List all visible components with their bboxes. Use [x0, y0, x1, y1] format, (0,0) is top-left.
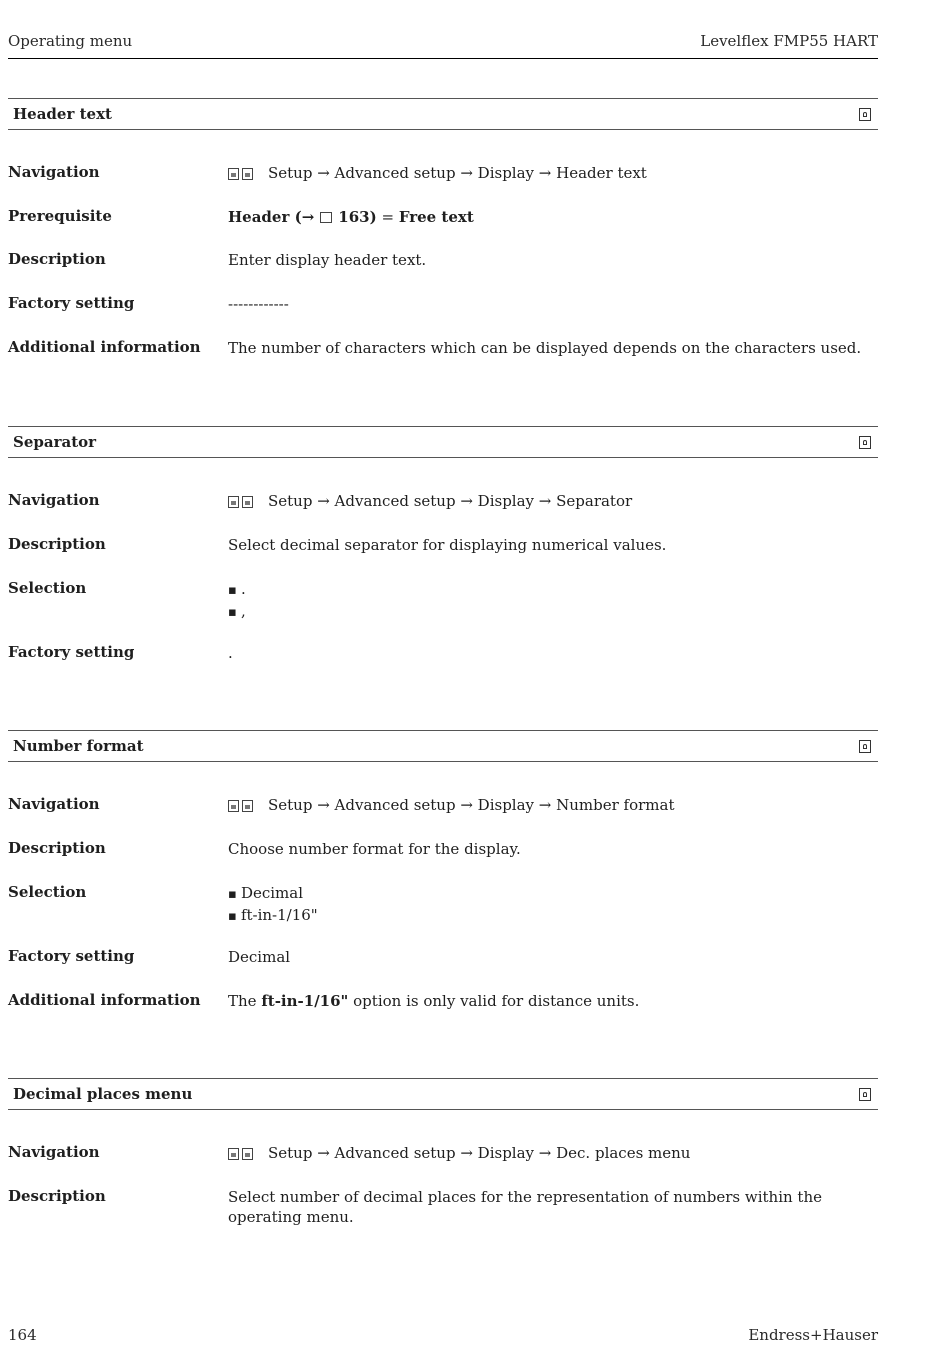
description-label: Description: [8, 1187, 106, 1205]
description-value: Choose number format for the display.: [228, 840, 521, 858]
prereq-param: Header (→: [228, 208, 315, 226]
navigation-value: [228, 795, 868, 817]
page-number: 164: [8, 1326, 37, 1344]
prerequisite-label: Prerequisite: [8, 207, 112, 225]
selection-label: Selection: [8, 579, 87, 597]
additional-info-label: Additional information: [8, 991, 201, 1009]
lock-icon: [859, 740, 871, 753]
page-header: [8, 30, 878, 59]
section-title: Header text: [13, 105, 112, 123]
section-title-bar: [8, 1078, 878, 1110]
factory-setting-value: .: [228, 644, 233, 662]
prereq-equals: =: [381, 208, 395, 226]
navigation-label: Navigation: [8, 163, 100, 181]
menu-icons: [228, 1145, 256, 1165]
description-value: Enter display header text.: [228, 251, 427, 269]
section-decimal-places-menu: [8, 1078, 878, 1226]
list-item: ▪ ft-in-1/16": [228, 905, 868, 927]
lock-icon: [859, 436, 871, 449]
section-header-text: [8, 98, 878, 357]
description-value: Select decimal separator for displaying numerical values.: [228, 536, 667, 554]
section-title: Decimal places menu: [13, 1085, 193, 1103]
factory-setting-value: Decimal: [228, 948, 291, 966]
menu-icons: [228, 165, 256, 185]
additional-info-value: The number of characters which can be displayed depends on the characters used.: [228, 339, 862, 357]
description-label: Description: [8, 535, 106, 553]
factory-setting-label: Factory setting: [8, 294, 135, 312]
addinfo-text-b: option is only valid for distance units.: [353, 992, 640, 1010]
selection-label: Selection: [8, 883, 87, 901]
selection-values: [228, 883, 868, 927]
addinfo-text-a: The: [228, 992, 257, 1010]
additional-info-value: [228, 991, 868, 1011]
selection-values: [228, 579, 868, 623]
navigation-value: [228, 1143, 868, 1165]
page-reference-icon: [320, 212, 332, 223]
description-label: Description: [8, 250, 106, 268]
list-item: ▪ ,: [228, 601, 868, 623]
header-right: Levelflex FMP55 HART: [700, 32, 878, 50]
section-title: Separator: [13, 433, 97, 451]
page-footer: [8, 1326, 878, 1344]
nav-path: Setup → Advanced setup → Display → Header text: [268, 164, 647, 182]
navigation-label: Navigation: [8, 491, 100, 509]
nav-path: Setup → Advanced setup → Display → Separator: [268, 492, 633, 510]
brand-name: Endress+Hauser: [748, 1326, 878, 1344]
menu-icons: [228, 493, 256, 513]
navigation-value: [228, 163, 868, 185]
factory-setting-label: Factory setting: [8, 947, 135, 965]
section-title: Number format: [13, 737, 144, 755]
section-title-bar: [8, 730, 878, 762]
section-title-bar: [8, 426, 878, 458]
factory-setting-label: Factory setting: [8, 643, 135, 661]
lock-icon: [859, 108, 871, 121]
prerequisite-value: [228, 207, 868, 227]
addinfo-option: ft-in-1/16": [261, 992, 349, 1010]
menu-icons: [228, 797, 256, 817]
description-value: Select number of decimal places for the representation of numbers within the operating menu.: [228, 1188, 823, 1226]
prereq-page: 163): [338, 208, 377, 226]
section-number-format: [8, 730, 878, 1010]
additional-info-label: Additional information: [8, 338, 201, 356]
description-label: Description: [8, 839, 106, 857]
nav-path: Setup → Advanced setup → Display → Dec. places menu: [268, 1144, 691, 1162]
factory-setting-value: ------------: [228, 295, 289, 313]
list-item: ▪ .: [228, 579, 868, 601]
navigation-label: Navigation: [8, 795, 100, 813]
section-separator: [8, 426, 878, 662]
nav-path: Setup → Advanced setup → Display → Number format: [268, 796, 675, 814]
section-title-bar: [8, 98, 878, 130]
navigation-label: Navigation: [8, 1143, 100, 1161]
list-item: ▪ Decimal: [228, 883, 868, 905]
lock-icon: [859, 1088, 871, 1101]
header-left: Operating menu: [8, 32, 133, 50]
navigation-value: [228, 491, 868, 513]
prereq-value: Free text: [398, 208, 474, 226]
